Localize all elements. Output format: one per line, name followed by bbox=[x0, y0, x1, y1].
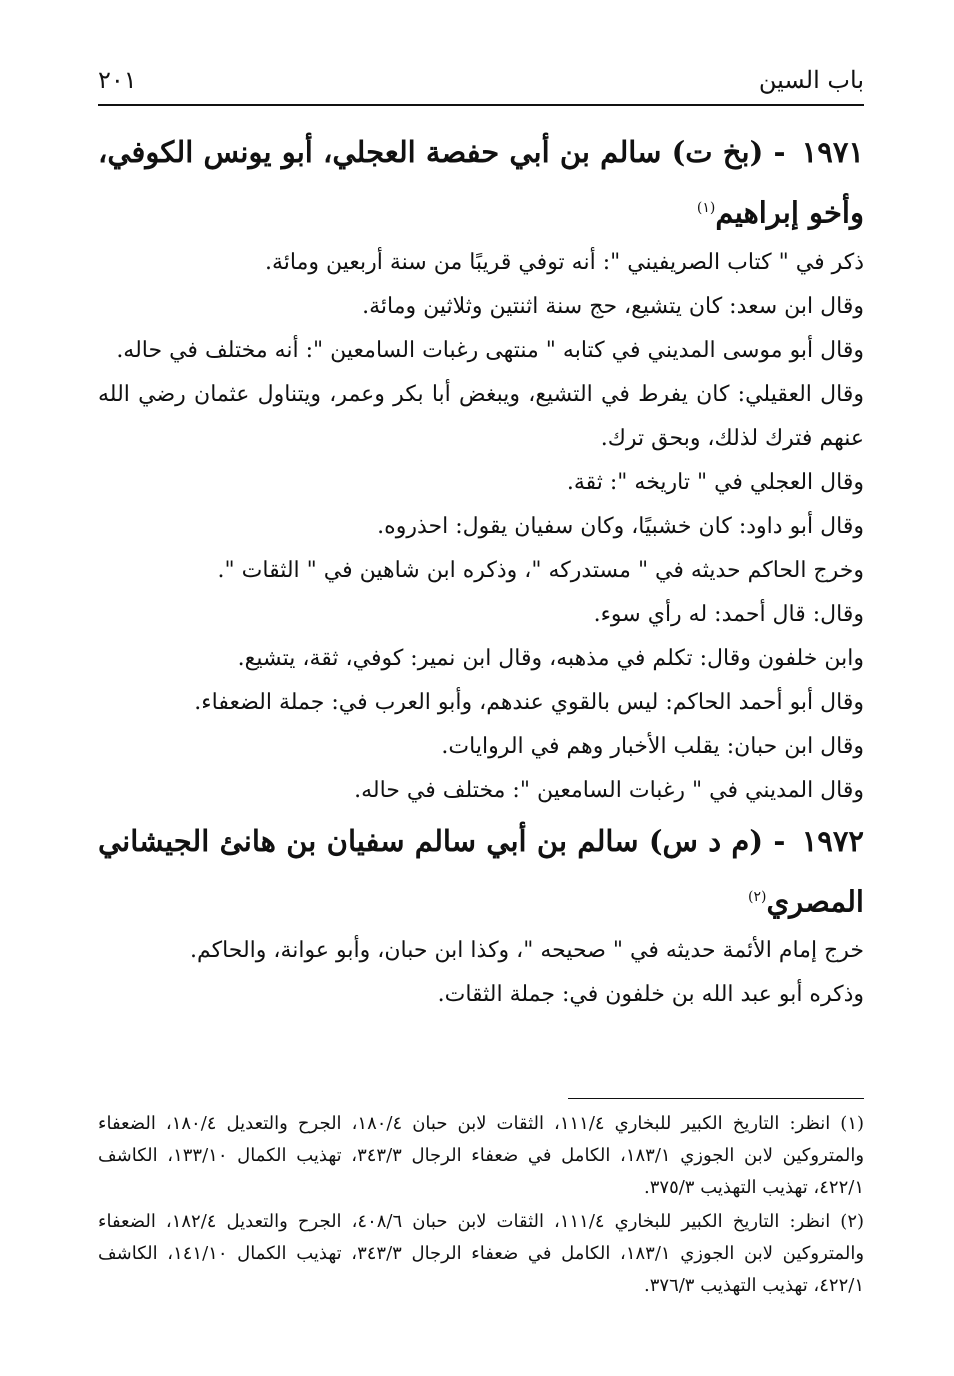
entry-number: ١٩٧١ bbox=[801, 135, 864, 169]
footnotes bbox=[98, 1108, 864, 1304]
entry-heading: - (م د س) سالم بن أبي سالم سفيان بن هانئ الجيشاني المصري bbox=[98, 823, 864, 919]
footnote-1: (١) انظر: التاريخ الكبير للبخاري ١١١/٤، الثقات لابن حبان ١٨٠/٤، الجرح والتعديل ١٨٠/٤، الضعفاء والمتروكين لابن الجوزي ١٨٣/١، الكامل في ضعفاء الرجال ٣٤٣/٣، تهذيب الكمال ١٣٣/١٠، الكاشف ٤٢٢/١، تهذيب التهذيب ٣٧٥/٣. bbox=[98, 1113, 865, 1198]
header-rule bbox=[98, 104, 864, 106]
entry-paragraph: خرج إمام الأئمة حديثه في " صحيحه "، وكذا ابن حبان، وأبو عوانة، والحاكم. bbox=[189, 938, 864, 964]
entry-paragraph: وقال العجلي في " تاريخه ": ثقة. bbox=[566, 469, 864, 495]
page-header bbox=[98, 62, 864, 102]
entry-number: ١٩٧٢ bbox=[801, 823, 864, 858]
footnote-separator bbox=[568, 1098, 864, 1099]
entry-paragraph: وقال أبو موسى المديني في كتابه " منتهى رغبات السامعين ": أنه مختلف في حاله. bbox=[116, 337, 864, 363]
entry-paragraph: وقال ابن حبان: يقلب الأخبار وهم في الروايات. bbox=[441, 733, 864, 759]
chapter-title: باب السين bbox=[758, 66, 864, 94]
entry-paragraph: وقال العقيلي: كان يفرط في التشيع، ويبغض أبا بكر وعمر، ويتناول عثمان رضي الله عنهم فترك لذلك، وبحق ترك. bbox=[98, 381, 864, 451]
entry-1972 bbox=[98, 813, 864, 1018]
footnote-ref[interactable]: (١) bbox=[696, 200, 716, 216]
entry-1971 bbox=[98, 124, 864, 813]
entry-paragraph: وذكره أبو عبد الله بن خلفون في: جملة الثقات. bbox=[437, 982, 864, 1008]
entry-paragraph: وقال ابن سعد: كان يتشيع، حج سنة اثنتين وثلاثين ومائة. bbox=[362, 293, 864, 319]
entry-heading: - (بخ ت) سالم بن أبي حفصة العجلي، أبو يونس الكوفي، وأخو إبراهيم bbox=[98, 135, 864, 230]
page-body bbox=[98, 124, 864, 1017]
entry-paragraph: وخرج الحاكم حديثه في " مستدركه "، وذكره ابن شاهين في " الثقات ". bbox=[217, 557, 864, 583]
entry-paragraph: وقال أبو أحمد الحاكم: ليس بالقوي عندهم، وأبو العرب في: جملة الضعفاء. bbox=[194, 689, 864, 715]
entry-title bbox=[98, 813, 864, 930]
footnote-2: (٢) انظر: التاريخ الكبير للبخاري ١١١/٤، الثقات لابن حبان ٤٠٨/٦، الجرح والتعديل ١٨٢/٤، الضعفاء والمتروكين لابن الجوزي ١٨٣/١، الكامل في ضعفاء الرجال ٣٤٣/٣، تهذيب الكمال ١٤١/١٠، الكاشف ٤٢٢/١، تهذيب التهذيب ٣٧٦/٣. bbox=[98, 1211, 865, 1296]
entry-paragraph: وقال: قال أحمد: له رأي سوء. bbox=[593, 601, 864, 627]
footnote-ref[interactable]: (٢) bbox=[748, 888, 767, 905]
page-number: ٢٠١ bbox=[98, 66, 137, 94]
entry-title bbox=[98, 124, 864, 241]
entry-paragraph: وابن خلفون وقال: تكلم في مذهبه، وقال ابن نمير: كوفي، ثقة، يتشيع. bbox=[237, 645, 864, 671]
entry-paragraph: وقال المديني في " رغبات السامعين ": مختلف في حاله. bbox=[354, 777, 864, 803]
entry-paragraph: ذكر في " كتاب الصريفيني ": أنه توفي قريبًا من سنة أربعين ومائة. bbox=[264, 249, 864, 275]
entry-paragraph: وقال أبو داود: كان خشبيًا، وكان سفيان يقول: احذروه. bbox=[377, 513, 864, 539]
